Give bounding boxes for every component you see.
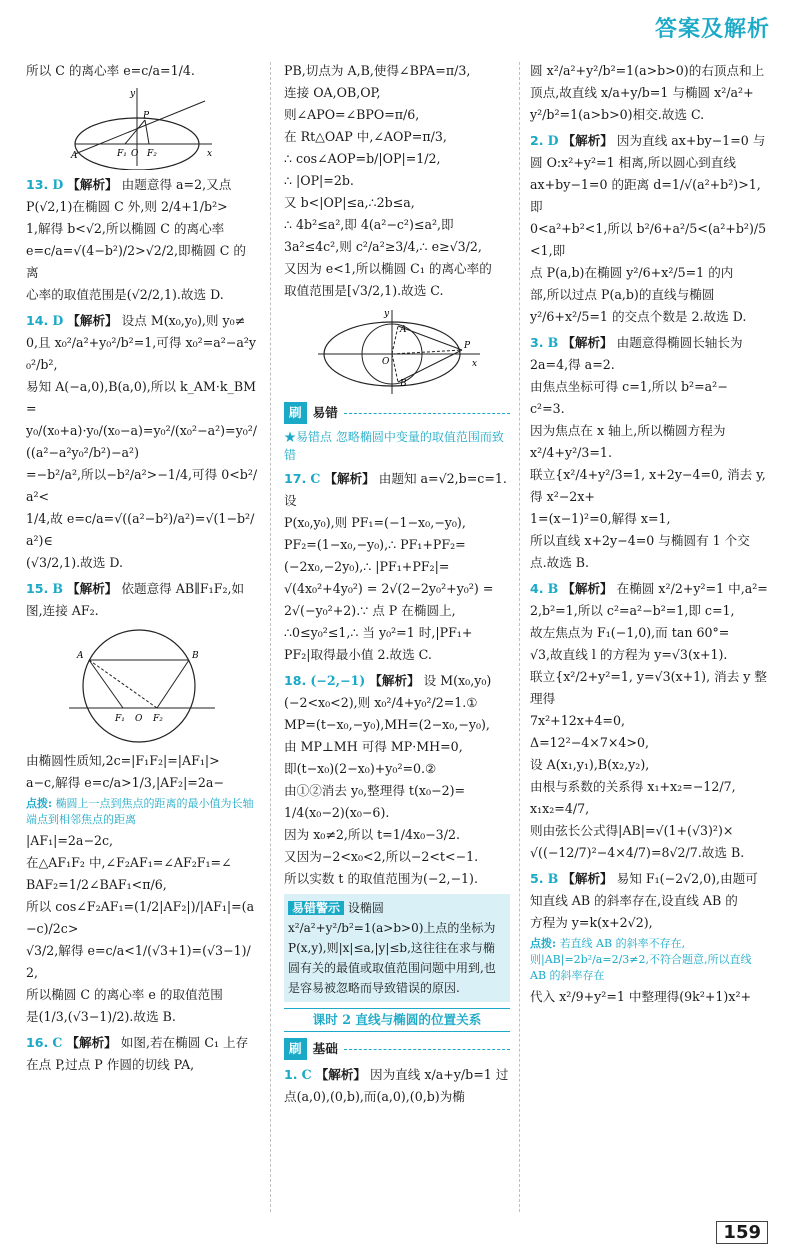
line: 点 P(a,b)在椭圆 y²/6+x²/5=1 的内 bbox=[530, 265, 734, 280]
tip-text: 椭圆上一点到焦点的距离的最小值为长轴端点到相邻焦点的距离 bbox=[26, 797, 254, 826]
header-title: 答案及解析 bbox=[654, 17, 770, 42]
line: 由根与系数的关系得 x₁+x₂=−12/7, bbox=[530, 779, 736, 794]
line: 方程为 y=k(x+2√2), bbox=[530, 915, 653, 930]
fig3-label: P bbox=[464, 341, 471, 351]
line: 又因为 e<1,所以椭圆 C₁ 的离心率的 bbox=[284, 261, 492, 276]
fig3-label: B bbox=[400, 379, 407, 389]
line: 2,b²=1,所以 c²=a²−b²=1,即 c=1, bbox=[530, 603, 735, 618]
line: 即(t−x₀)(2−x₀)+y₀²=0.② bbox=[284, 761, 437, 776]
analysis-tag: 【解析】 bbox=[562, 335, 613, 350]
lesson-title: 课时 2 直线与椭圆的位置关系 bbox=[284, 1008, 510, 1032]
q-answer: B bbox=[547, 871, 559, 886]
line: 由题知 a=√2,b=c=1.设 bbox=[284, 471, 507, 508]
line: 取值范围是[√3/2,1).故选 C. bbox=[284, 283, 444, 298]
line: 1=(x−1)²=0,解得 x=1, bbox=[530, 511, 671, 526]
fig3-label: y bbox=[384, 309, 390, 319]
line: 圆 O:x²+y²=1 相离,所以圆心到直线 bbox=[530, 155, 736, 170]
column-divider bbox=[519, 62, 520, 1212]
tip-label: 点拨: bbox=[530, 937, 557, 950]
q-answer: B bbox=[547, 581, 559, 596]
figure-ellipse-2 bbox=[67, 626, 217, 746]
line: P(√2,1)在椭圆 C 外,则 2/4+1/b²> bbox=[26, 199, 228, 214]
line: (−2x₀,−2y₀),∴ |PF₁+PF₂|= bbox=[284, 559, 450, 574]
q-number: 18. bbox=[284, 673, 307, 688]
q-answer: D bbox=[52, 313, 64, 328]
line: 设点 M(x₀,y₀),则 y₀≠ bbox=[121, 313, 246, 328]
line: 部,所以过点 P(a,b)的直线与椭圆 bbox=[530, 287, 715, 302]
line: PF₂=(1−x₀,−y₀),∴ PF₁+PF₂= bbox=[284, 537, 466, 552]
line: y²/b²=1(a>b>0)相交.故选 C. bbox=[530, 107, 705, 122]
line: 由①②消去 y₀,整理得 t(x₀−2)= bbox=[284, 783, 466, 798]
line: 在点 P,过点 P 作圆的切线 PA, bbox=[26, 1057, 195, 1072]
line: √((−12/7)²−4×4/7)=8√2/7.故选 B. bbox=[530, 845, 745, 860]
line: 则∠APO=∠BPO=π/6, bbox=[284, 107, 420, 122]
fig3-label: A bbox=[400, 325, 407, 335]
line: (√3/2,1).故选 D. bbox=[26, 555, 123, 570]
line: y₀/(x₀+a)·y₀/(x₀−a)=y₀²/(x₀²−a²)=y₀²/((a²−a²y₀²/b²)−a²) bbox=[26, 423, 258, 460]
line: 是(1/3,(√3−1)/2).故选 B. bbox=[26, 1009, 176, 1024]
fig1-label: O bbox=[131, 149, 139, 159]
section-header-basic bbox=[284, 1038, 510, 1060]
line: 如图,若在椭圆 C₁ 上存 bbox=[120, 1035, 249, 1050]
analysis-tag: 【解析】 bbox=[67, 177, 118, 192]
q16-body bbox=[284, 60, 510, 302]
line: 由题意得 a=2,又点 bbox=[121, 177, 232, 192]
line: 1/4(x₀−2)(x₀−6). bbox=[284, 805, 390, 820]
fig1-label: F₂ bbox=[147, 149, 157, 159]
fig1-label: A bbox=[71, 151, 78, 161]
fig3-label: O bbox=[382, 357, 390, 367]
q15-body-2 bbox=[26, 830, 258, 1028]
line: 在 Rt△OAP 中,∠AOP=π/3, bbox=[284, 129, 447, 144]
q5-body: 代入 x²/9+y²=1 中整理得(9k²+1)x²+ bbox=[530, 989, 752, 1004]
q-number: 17. bbox=[284, 471, 307, 486]
line: ax+by−1=0 的距离 d=1/√(a²+b²)>1,即 bbox=[530, 177, 761, 214]
line: 在椭圆 x²/2+y²=1 中,a²= bbox=[616, 581, 768, 596]
line: a−c,解得 e=c/a>1/3,|AF₂|=2a− bbox=[26, 775, 224, 790]
fig1-label: y bbox=[130, 89, 136, 99]
line: 2a=4,得 a=2. bbox=[530, 357, 615, 372]
q-answer: C bbox=[301, 1067, 312, 1082]
analysis-tag: 【解析】 bbox=[315, 1067, 366, 1082]
line: 所以 cos∠F₂AF₁=(1/2|AF₂|)/|AF₁|=(a−c)/2c> bbox=[26, 899, 255, 936]
line: (−2<x₀<2),则 x₀²/4+y₀²/2=1.① bbox=[284, 695, 478, 710]
analysis-tag: 【解析】 bbox=[369, 673, 420, 688]
column-2 bbox=[284, 60, 510, 1108]
q14 bbox=[26, 310, 258, 574]
line: 由 MP⊥MH 可得 MP·MH=0, bbox=[284, 739, 463, 754]
figure-ellipse-3 bbox=[312, 306, 482, 396]
line: x²/4+y²/3=1. bbox=[530, 445, 612, 460]
q-number: 14. bbox=[26, 313, 49, 328]
line: MP=(t−x₀,−y₀),MH=(2−x₀,−y₀), bbox=[284, 717, 490, 732]
line: 设 M(x₀,y₀) bbox=[423, 673, 492, 688]
line: 联立{x²/2+y²=1, y=√3(x+1), 消去 y 整理得 bbox=[530, 669, 767, 706]
q3 bbox=[530, 332, 770, 574]
error-point: ★易错点 忽略椭圆中变量的取值范围而致错 bbox=[284, 430, 504, 462]
q15 bbox=[26, 578, 258, 622]
tip-label: 点拨: bbox=[26, 797, 53, 810]
fig3-label: x bbox=[472, 359, 478, 369]
line: 0,且 x₀²/a²+y₀²/b²=1,可得 x₀²=a²−a²y₀²/b², bbox=[26, 335, 257, 372]
line: 点(a,0),(0,b),而(a,0),(0,b)为椭 bbox=[284, 1089, 465, 1104]
line: 依题意得 AB∥F₁F₂,如 bbox=[121, 581, 245, 596]
column-3 bbox=[530, 60, 770, 1008]
line: √(4x₀²+4y₀²) = 2√(2−2y₀²+y₀²) = bbox=[284, 581, 494, 596]
line: 又因为−2<x₀<2,所以−2<t<−1. bbox=[284, 849, 479, 864]
fig2-label: A bbox=[77, 651, 84, 661]
line: 故左焦点为 F₁(−1,0),而 tan 60°= bbox=[530, 625, 730, 640]
line: Δ=12²−4×7×4>0, bbox=[530, 735, 649, 750]
q-number: 4. bbox=[530, 581, 544, 596]
section-box: 刷 bbox=[284, 1038, 307, 1060]
line: 顶点,故直线 x/a+y/b=1 与椭圆 x²/a²+ bbox=[530, 85, 754, 100]
q4 bbox=[530, 578, 770, 864]
line: 图,连接 AF₂. bbox=[26, 603, 99, 618]
line: 7x²+12x+4=0, bbox=[530, 713, 625, 728]
q-answer: D bbox=[547, 133, 559, 148]
line: 0<a²+b²<1,所以 b²/6+a²/5<(a²+b²)/5<1,即 bbox=[530, 221, 767, 258]
q5 bbox=[530, 868, 770, 934]
q-number: 2. bbox=[530, 133, 544, 148]
line: 设 A(x₁,y₁),B(x₂,y₂), bbox=[530, 757, 650, 772]
q-answer: D bbox=[52, 177, 64, 192]
fig2-label: F₁ bbox=[115, 714, 125, 724]
analysis-tag: 【解析】 bbox=[66, 1035, 117, 1050]
line: √3,故直线 l 的方程为 y=√3(x+1). bbox=[530, 647, 728, 662]
line: 心率的取值范围是(√2/2,1).故选 D. bbox=[26, 287, 224, 302]
line: 因为焦点在 x 轴上,所以椭圆方程为 bbox=[530, 423, 726, 438]
line: 所以直线 x+2y−4=0 与椭圆有 1 个交 bbox=[530, 533, 750, 548]
line: y²/6+x²/5=1 的交点个数是 2.故选 D. bbox=[530, 309, 747, 324]
line: PF₂|取得最小值 2.故选 C. bbox=[284, 647, 432, 662]
line: c²=3. bbox=[530, 401, 565, 416]
q-number: 13. bbox=[26, 177, 49, 192]
section-header-error bbox=[284, 402, 510, 424]
column-divider bbox=[270, 62, 271, 1212]
error-warning-box bbox=[284, 894, 510, 1002]
line: 3a²≤4c²,则 c²/a²≥3/4,∴ e≥√3/2, bbox=[284, 239, 482, 254]
line: 圆 x²/a²+y²/b²=1(a>b>0)的右顶点和上 bbox=[530, 63, 765, 78]
q-number: 15. bbox=[26, 581, 49, 596]
line: e=c/a=√(4−b²)/2>√2/2,即椭圆 C 的离 bbox=[26, 243, 247, 280]
tip-text: 若直线 AB 的斜率不存在,则|AB|=2b²/a=2/3≠2,不符合题意,所以直线 AB 的斜率存在 bbox=[530, 937, 752, 982]
page-number: 159 bbox=[716, 1221, 768, 1244]
q-answer: (−2,−1) bbox=[310, 673, 366, 688]
line: 因为直线 x/a+y/b=1 过 bbox=[370, 1067, 509, 1082]
q-answer: C bbox=[310, 471, 321, 486]
analysis-tag: 【解析】 bbox=[67, 581, 118, 596]
q15-body bbox=[26, 750, 258, 794]
line: =−b²/a²,所以−b²/a²>−1/4,可得 0<b²/a²< bbox=[26, 467, 258, 504]
line: 由椭圆性质知,2c=|F₁F₂|=|AF₁|> bbox=[26, 753, 220, 768]
line: 易知 F₁(−2√2,0),由题可 bbox=[616, 871, 758, 886]
line: 1/4,故 e=c/a=√((a²−b²)/a²)=√(1−b²/a²)∈ bbox=[26, 511, 255, 548]
fig2-label: B bbox=[192, 651, 199, 661]
figure-ellipse-1 bbox=[67, 86, 217, 170]
line: ∴ |OP|=2b. bbox=[284, 173, 354, 188]
line: 则由弦长公式得|AB|=√(1+(√3)²)× bbox=[530, 823, 734, 838]
analysis-tag: 【解析】 bbox=[562, 581, 613, 596]
q1 bbox=[284, 1064, 510, 1108]
fig2-label: O bbox=[135, 714, 143, 724]
section-title: 易错 bbox=[312, 405, 338, 420]
line: ∴ cos∠AOP=b/|OP|=1/2, bbox=[284, 151, 441, 166]
tip-note bbox=[530, 936, 770, 984]
q2 bbox=[530, 130, 770, 328]
q-answer: B bbox=[52, 581, 63, 596]
line: ∴0≤y₀²≤1,∴ 当 y₀²=1 时,|PF₁+ bbox=[284, 625, 473, 640]
q13 bbox=[26, 174, 258, 306]
analysis-tag: 【解析】 bbox=[562, 133, 613, 148]
line: |AF₁|=2a−2c, bbox=[26, 833, 114, 848]
line: 又 b<|OP|≤a,∴2b≤a, bbox=[284, 195, 415, 210]
line: 连接 OA,OB,OP, bbox=[284, 85, 381, 100]
analysis-tag: 【解析】 bbox=[562, 871, 613, 886]
section-box: 刷 bbox=[284, 402, 307, 424]
line: 所以实数 t 的取值范围为(−2,−1). bbox=[284, 871, 478, 886]
line: 知直线 AB 的斜率存在,设直线 AB 的 bbox=[530, 893, 738, 908]
line: 在△AF₁F₂ 中,∠F₂AF₁=∠AF₂F₁=∠ bbox=[26, 855, 232, 870]
warning-label: 易错警示 bbox=[288, 901, 344, 915]
section-title: 基础 bbox=[312, 1041, 338, 1056]
q-number: 3. bbox=[530, 335, 544, 350]
fig1-label: F₁ bbox=[117, 149, 127, 159]
line: 因为 x₀≠2,所以 t=1/4x₀−3/2. bbox=[284, 827, 460, 842]
line: P(x₀,y₀),则 PF₁=(−1−x₀,−y₀), bbox=[284, 515, 466, 530]
q-number: 5. bbox=[530, 871, 544, 886]
q-number: 1. bbox=[284, 1067, 298, 1082]
line: √3/2,解得 e=c/a<1/(√3+1)=(√3−1)/2, bbox=[26, 943, 251, 980]
line: 因为直线 ax+by−1=0 与 bbox=[616, 133, 766, 148]
line: ∴ 4b²≤a²,即 4(a²−c²)≤a²,即 bbox=[284, 217, 454, 232]
line: 1,解得 b<√2,所以椭圆 C 的离心率 bbox=[26, 221, 225, 236]
q17 bbox=[284, 468, 510, 666]
line: 由题意得椭圆长轴长为 bbox=[616, 335, 743, 350]
q-answer: C bbox=[52, 1035, 63, 1050]
q-number: 16. bbox=[26, 1035, 49, 1050]
line: PB,切点为 A,B,使得∠BPA=π/3, bbox=[284, 63, 471, 78]
line: 由焦点坐标可得 c=1,所以 b²=a²− bbox=[530, 379, 728, 394]
q1-body bbox=[530, 60, 770, 126]
q18 bbox=[284, 670, 510, 890]
line: 2√(−y₀²+2).∵ 点 P 在椭圆上, bbox=[284, 603, 456, 618]
q-answer: B bbox=[547, 335, 559, 350]
line: 所以椭圆 C 的离心率 e 的取值范围 bbox=[26, 987, 223, 1002]
line: BAF₂=1/2∠BAF₁<π/6, bbox=[26, 877, 167, 892]
fig1-label: x bbox=[207, 149, 213, 159]
q16 bbox=[26, 1032, 258, 1076]
line: 易知 A(−a,0),B(a,0),所以 k_AM·k_BM = bbox=[26, 379, 256, 416]
line: 点.故选 B. bbox=[530, 555, 590, 570]
fig2-label: F₂ bbox=[153, 714, 163, 724]
line: 联立{x²/4+y²/3=1, x+2y−4=0, 消去 y,得 x²−2x+ bbox=[530, 467, 766, 504]
analysis-tag: 【解析】 bbox=[324, 471, 375, 486]
tip-note bbox=[26, 796, 258, 828]
intro-text: 所以 C 的离心率 e=c/a=1/4. bbox=[26, 63, 195, 78]
warning-text: 设椭圆 x²/a²+y²/b²=1(a>b>0)上点的坐标为 P(x,y),则|x|≤a,|y|≤b,这往往在求与椭圆有关的最值或取值范围问题中用到,也是容易被忽略而导致错误的原因. bbox=[288, 901, 496, 995]
fig1-label: P bbox=[143, 111, 150, 121]
column-1 bbox=[26, 60, 258, 1076]
analysis-tag: 【解析】 bbox=[67, 313, 118, 328]
line: x₁x₂=4/7, bbox=[530, 801, 590, 816]
